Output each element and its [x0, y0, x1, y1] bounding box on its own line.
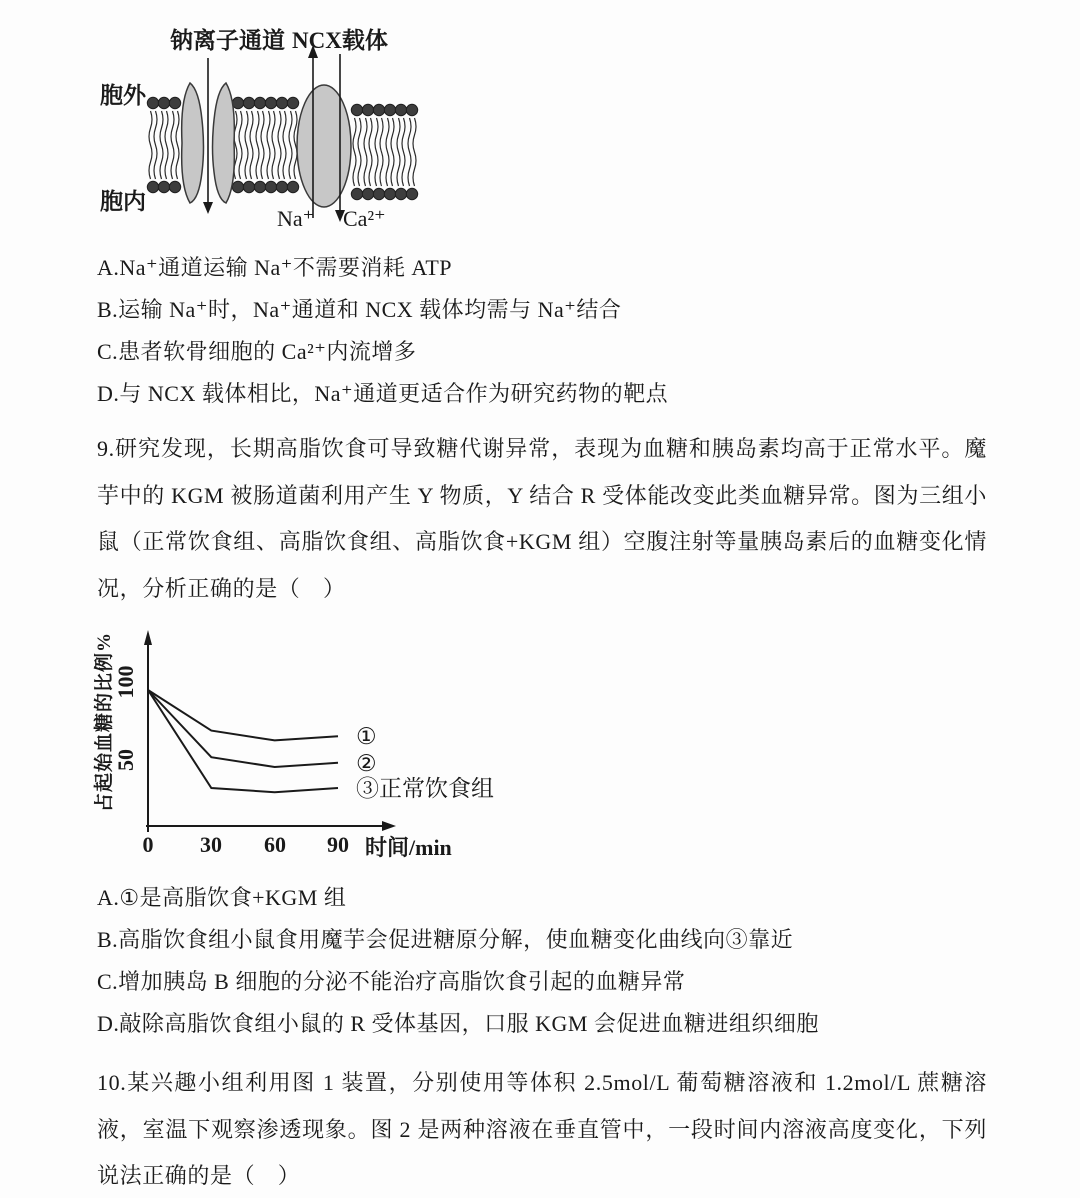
y-axis-title: 占起始血糖的比例% [94, 631, 115, 813]
q8-option-c: C.患者软骨细胞的 Ca²⁺内流增多 [97, 339, 417, 364]
phospholipid-tail [239, 111, 242, 179]
phospholipid-head [169, 97, 180, 108]
phospholipid-tail [261, 111, 264, 179]
phospholipid-head [406, 104, 417, 115]
phospholipid-head [373, 188, 384, 199]
phospholipid-head [287, 181, 298, 192]
phospholipid-head [395, 188, 406, 199]
phospholipid-head [243, 181, 254, 192]
phospholipid-tail [256, 111, 259, 179]
phospholipid-head [169, 181, 180, 192]
phospholipid-head [351, 104, 362, 115]
y-tick-50: 50 [113, 749, 138, 771]
phospholipid-tail [283, 111, 286, 179]
phospholipid-tail [364, 118, 367, 186]
phospholipid-head [265, 181, 276, 192]
phospholipid-head [384, 104, 395, 115]
phospholipid-head [147, 97, 158, 108]
na-ion-label: Na⁺ [277, 206, 315, 231]
ca-ion-label: Ca²⁺ [343, 206, 386, 231]
phospholipid-head [384, 188, 395, 199]
series-line-2 [148, 690, 338, 767]
phospholipid-head [351, 188, 362, 199]
series-label-3: ③正常饮食组 [356, 776, 494, 801]
phospholipid-head [406, 188, 417, 199]
x-axis-arrow [382, 821, 396, 831]
phospholipid-head [362, 104, 373, 115]
y-tick-100: 100 [113, 665, 138, 699]
phospholipid-tail [160, 111, 163, 179]
ncx-carrier-label: NCX载体 [292, 28, 388, 53]
phospholipid-tail [289, 111, 292, 179]
phospholipid-tail [369, 118, 372, 186]
q8-option-b: B.运输 Na⁺时，Na⁺通道和 NCX 载体均需与 Na⁺结合 [97, 297, 622, 322]
q8-option-d: D.与 NCX 载体相比，Na⁺通道更适合作为研究药物的靶点 [97, 381, 669, 406]
phospholipid-head [373, 104, 384, 115]
phospholipid-tail [397, 118, 400, 186]
phospholipid-head [147, 181, 158, 192]
phospholipid-head [158, 181, 169, 192]
phospholipid-head [254, 97, 265, 108]
phospholipid-tail [408, 118, 411, 186]
phospholipid-tail [386, 118, 389, 186]
x-tick-60: 60 [264, 832, 286, 857]
sodium-channel-label: 钠离子通道 [170, 28, 285, 53]
phospholipid-head [362, 188, 373, 199]
phospholipid-tail [375, 118, 378, 186]
phospholipid-tail [149, 111, 152, 179]
x-tick-30: 30 [200, 832, 222, 857]
phospholipid-tail [380, 118, 383, 186]
x-tick-90: 90 [327, 832, 349, 857]
phospholipid-tail [245, 111, 248, 179]
ncx-carrier-oval [297, 85, 351, 207]
phospholipid-head [276, 181, 287, 192]
phospholipid-head [232, 181, 243, 192]
x-tick-0: 0 [142, 832, 154, 857]
phospholipid-tail [402, 118, 405, 186]
q9-option-d: D.敲除高脂饮食组小鼠的 R 受体基因，口服 KGM 会促进血糖进组织细胞 [97, 1011, 819, 1036]
y-axis-arrow [144, 630, 152, 645]
series-line-3 [148, 690, 338, 792]
series-label-1: ① [356, 724, 377, 750]
phospholipid-head [232, 97, 243, 108]
intracellular-label: 胞内 [100, 189, 146, 214]
phospholipid-tail [358, 118, 361, 186]
phospholipid-tail [176, 111, 179, 179]
phospholipid-tail [353, 118, 356, 186]
extracellular-label: 胞外 [100, 83, 146, 108]
q8-option-a: A.Na⁺通道运输 Na⁺不需要消耗 ATP [97, 255, 453, 280]
phospholipid-tail [278, 111, 281, 179]
series-label-2: ② [356, 750, 377, 776]
phospholipid-head [243, 97, 254, 108]
q9-option-b: B.高脂饮食组小鼠食用魔芋会促进糖原分解，使血糖变化曲线向③靠近 [97, 927, 794, 952]
sodium-channel-protein-left [182, 83, 204, 203]
channel-flow-arrow-head [203, 202, 213, 214]
phospholipid-tail [413, 118, 416, 186]
phospholipid-tail [272, 111, 275, 179]
q9-option-a: A.①是高脂饮食+KGM 组 [97, 885, 347, 910]
q9-option-c: C.增加胰岛 B 细胞的分泌不能治疗高脂饮食引起的血糖异常 [97, 969, 686, 994]
glucose-chart [85, 612, 494, 869]
phospholipid-head [276, 97, 287, 108]
phospholipid-tail [154, 111, 157, 179]
phospholipid-tail [267, 111, 270, 179]
q10-stem: 10.某兴趣小组利用图 1 装置，分别使用等体积 2.5mol/L 葡萄糖溶液和 1.2mol/L 蔗糖溶液，室温下观察渗透现象。图 2 是两种溶液在垂直管中，一段时间内溶液高度变化，下列说法正确的是（ ） [97, 1070, 987, 1188]
membrane-diagram [85, 12, 455, 245]
phospholipid-tail [250, 111, 253, 179]
chart-series-group [148, 690, 494, 801]
x-axis-title: 时间/min [365, 835, 452, 860]
phospholipid-head [254, 181, 265, 192]
phospholipid-head [395, 104, 406, 115]
phospholipid-tail [391, 118, 394, 186]
phospholipid-head [158, 97, 169, 108]
phospholipid-tail [165, 111, 168, 179]
phospholipid-tail [171, 111, 174, 179]
q9-stem: 9.研究发现，长期高脂饮食可导致糖代谢异常，表现为血糖和胰岛素均高于正常水平。魔芋中的 KGM 被肠道菌利用产生 Y 物质，Y 结合 R 受体能改变此类血糖异常。图为三组小鼠（正常饮食组、高脂饮食组、高脂饮食+KGM 组）空腹注射等量胰岛素后的血糖变化情况，分析正确的是（ ） [97, 436, 987, 601]
phospholipid-head [265, 97, 276, 108]
phospholipid-head [287, 97, 298, 108]
sodium-channel-protein-right [213, 83, 235, 203]
